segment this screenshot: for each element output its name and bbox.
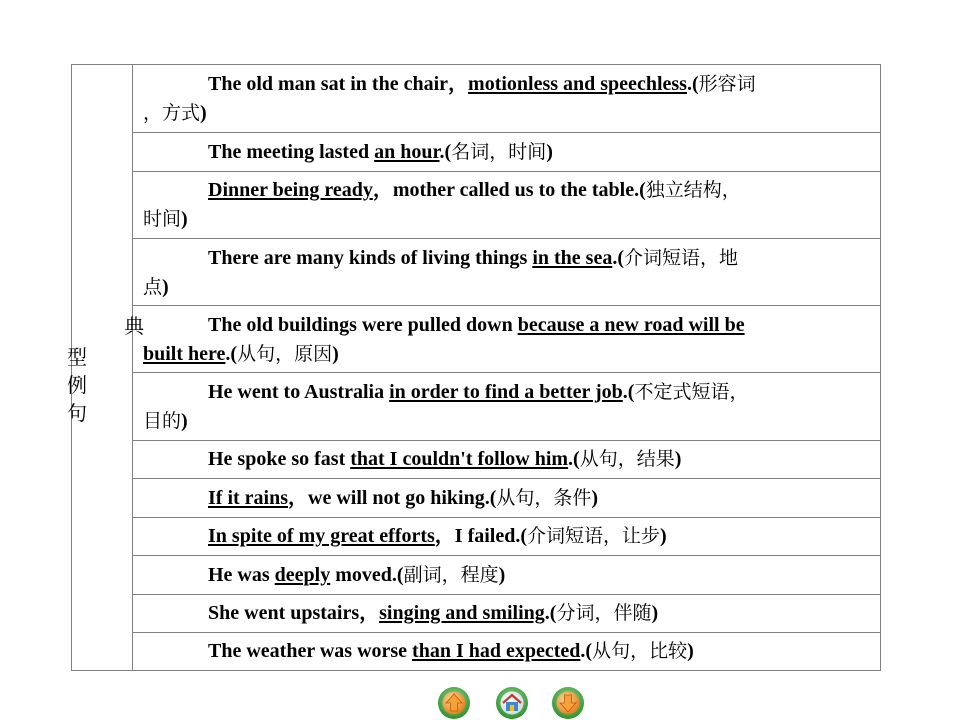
sentence-text: ) [181, 410, 188, 432]
underlined-phrase: an hour [374, 140, 440, 163]
grammar-note: 介词短语，让步 [527, 525, 661, 547]
side-label-char: 典 [124, 314, 144, 338]
sentence-text: ) [546, 140, 553, 163]
sentence-text: The old man sat in the chair， [208, 73, 469, 95]
sentence-text: There are many kinds of living things [208, 247, 533, 269]
grammar-note: 目的 [143, 410, 182, 432]
sentence-text: .( [612, 247, 624, 269]
sentence-text: He went to Australia [208, 381, 390, 403]
underlined-phrase: In spite of my great efforts [208, 525, 435, 547]
sentence-text: ) [674, 448, 682, 470]
underlined-phrase: in the sea [532, 247, 613, 269]
example-sentence-table [67, 64, 881, 671]
sentence-text: ) [651, 602, 659, 624]
sentence-text: ) [181, 208, 188, 230]
grammar-note: 分词，伴随 [556, 602, 652, 624]
arrow-up-icon [437, 686, 471, 720]
row-divider [132, 238, 881, 239]
row-divider [132, 372, 881, 373]
grammar-note: 介词短语，地 [624, 247, 739, 269]
sentence-text: ) [660, 525, 667, 547]
sentence-text: ，mother called us to the table.( [372, 179, 646, 201]
grammar-note: 副词，程度 [403, 563, 499, 586]
underlined-phrase: built here [143, 343, 226, 365]
sentence-text: ) [200, 102, 207, 124]
table-border-bottom [71, 670, 881, 671]
sentence-text: The old buildings were pulled down [208, 314, 518, 336]
sentence-text: He spoke so fast [208, 448, 351, 470]
underlined-phrase: than I had expected [412, 640, 581, 662]
table-row [133, 133, 881, 171]
sentence-text: ) [332, 343, 339, 365]
side-label-char: 例 [67, 373, 87, 397]
previous-page-button[interactable] [437, 686, 471, 720]
underlined-phrase: singing and smiling [379, 602, 545, 624]
next-page-button[interactable] [551, 686, 585, 720]
sentence-text: .( [568, 448, 580, 470]
table-row [133, 244, 881, 305]
underlined-phrase: deeply [274, 563, 331, 586]
sentence-text: .( [439, 140, 452, 163]
grammar-note: 从句，原因 [237, 343, 333, 365]
sentence-text: .( [686, 73, 699, 95]
table-row [133, 70, 881, 132]
table-row [133, 595, 881, 632]
sentence-text: He was [208, 563, 275, 586]
sentence-text: She went upstairs， [208, 602, 380, 624]
table-row [133, 518, 881, 555]
grammar-note: 点 [143, 276, 163, 298]
table-row [133, 378, 881, 440]
home-icon [495, 686, 529, 720]
sentence-text: The weather was worse [208, 640, 413, 662]
underlined-phrase: Dinner being ready [208, 179, 373, 201]
grammar-note: 从句，条件 [496, 486, 592, 509]
table-row [133, 479, 881, 517]
sentence-text: .( [544, 602, 557, 624]
grammar-note: 不定式短语， [634, 381, 749, 403]
side-label-char: 句 [67, 401, 87, 425]
row-divider [132, 171, 881, 172]
grammar-note: ，方式 [143, 102, 201, 124]
underlined-phrase: in order to find a better job [389, 381, 623, 403]
table-row [133, 176, 881, 238]
grammar-note: 从句，结果 [579, 448, 675, 470]
home-button[interactable] [495, 686, 529, 720]
underlined-phrase: If it rains [208, 486, 288, 509]
sentence-text: moved.( [330, 563, 404, 586]
underlined-phrase: because a new road will be [517, 314, 745, 336]
arrow-down-icon [551, 686, 585, 720]
sentence-text: ) [687, 640, 694, 662]
table-row [133, 633, 881, 670]
sentence-text: ) [591, 486, 599, 509]
sentence-text: The meeting lasted [208, 140, 375, 163]
grammar-note: 名词，时间 [451, 140, 547, 163]
sentence-text: .( [580, 640, 593, 662]
sentence-text: ) [162, 276, 169, 298]
sentence-text: .( [225, 343, 238, 365]
sentence-text: ，I failed.( [434, 525, 528, 547]
sentence-text: .( [622, 381, 635, 403]
side-label-char: 型 [67, 345, 87, 369]
row-divider [132, 305, 881, 306]
underlined-phrase: that I couldn't follow him [350, 448, 569, 470]
grammar-note: 独立结构， [645, 179, 741, 201]
grammar-note: 形容词 [698, 73, 756, 95]
table-row [133, 441, 881, 478]
table-row [133, 311, 881, 372]
sentence-text: ) [498, 563, 506, 586]
grammar-note: 时间 [143, 208, 182, 230]
grammar-note: 从句，比较 [592, 640, 688, 662]
underlined-phrase: motionless and speechless [468, 73, 687, 95]
sentence-text: ，we will not go hiking.( [288, 486, 497, 509]
table-row [133, 556, 881, 594]
table-border-top [71, 64, 881, 65]
